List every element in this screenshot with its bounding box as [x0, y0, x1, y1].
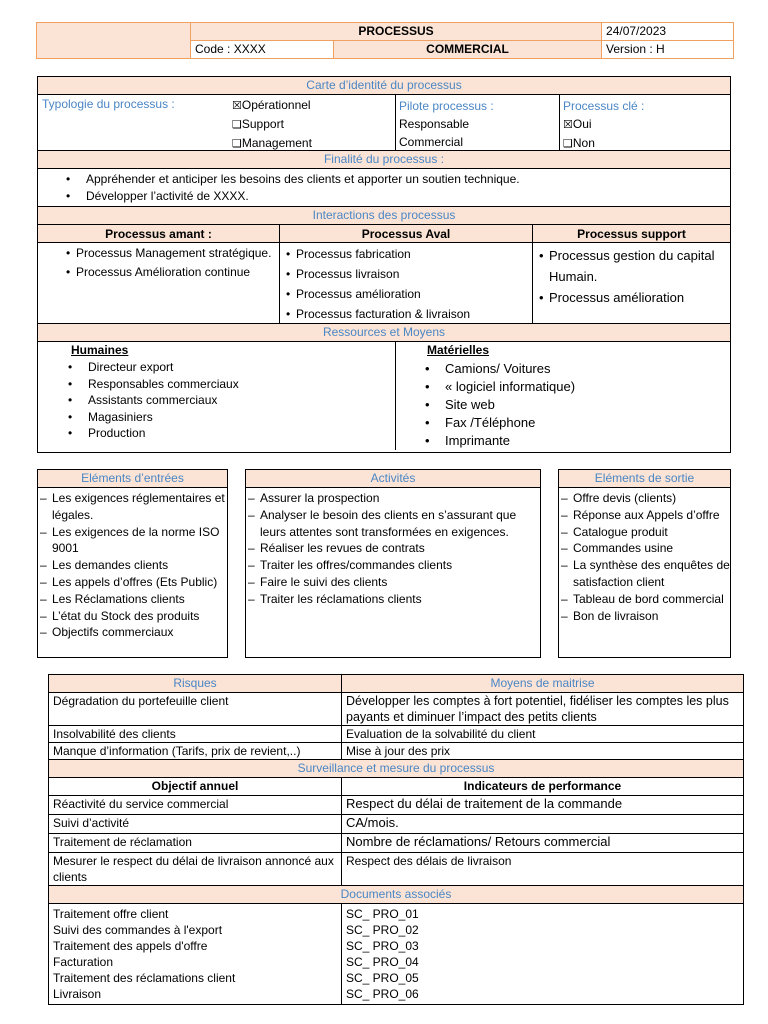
- moyen-cell: Développer les comptes à fort potentiel, fidéliser les comptes les plus payants et diminuer l’impact des petits clients: [342, 693, 744, 726]
- objectif-cell: Suivi d’activité: [49, 815, 342, 834]
- risque-cell: Dégradation du portefeuille client: [49, 693, 342, 726]
- header-table: [36, 22, 734, 59]
- sorties-title: Eléments de sortie: [559, 470, 730, 488]
- amont-list: [64, 244, 274, 282]
- header-title: PROCESSUS: [191, 23, 602, 41]
- ressources-body: [38, 342, 730, 450]
- aval-title: Processus Aval: [279, 225, 532, 243]
- pilote-label: Pilote processus :: [399, 99, 494, 113]
- header-version: Version : H: [602, 41, 734, 59]
- list-item: SC_ PRO_02: [346, 923, 419, 937]
- list-item: • Imprimante: [421, 432, 721, 450]
- list-item: • Site web: [421, 396, 721, 414]
- typologie-option-operationnel: ☒Opérationnel: [232, 98, 311, 112]
- list-item: – Traiter les réclamations clients: [246, 591, 536, 608]
- finalite-body: [38, 169, 730, 207]
- activites-list: [246, 488, 540, 608]
- sorties-box: [558, 469, 731, 658]
- typologie-option-management: ❑Management: [232, 136, 312, 150]
- typologie-label: Typologie du processus :: [42, 97, 175, 111]
- moyen-cell: Evaluation de la solvabilité du client: [342, 726, 744, 743]
- table-row: [49, 726, 744, 743]
- bottom-table: [48, 674, 744, 1005]
- typologie-option-support: ❑Support: [232, 117, 284, 131]
- list-item: – Les Réclamations clients: [38, 591, 227, 608]
- identity-title: Carte d’identité du processus: [38, 77, 730, 95]
- list-item: – Assurer la prospection: [246, 490, 536, 507]
- cle-option-oui: ☒Oui: [563, 117, 592, 131]
- list-item: – Catalogue produit: [559, 524, 730, 541]
- typologie-options: [232, 96, 312, 153]
- list-item: – Réponse aux Appels d’offre: [559, 507, 730, 524]
- support-title: Processus support: [532, 225, 730, 243]
- list-item: • Magasiniers: [64, 409, 384, 426]
- humaines-title: Humaines: [71, 343, 129, 357]
- indicateur-cell: CA/mois.: [342, 815, 744, 834]
- identity-card: [37, 76, 731, 453]
- indicateur-cell: Respect des délais de livraison: [342, 853, 744, 886]
- list-item: – Bon de livraison: [559, 608, 730, 625]
- interactions-body: [38, 225, 730, 324]
- list-item: Traitement des appels d'offre: [53, 939, 208, 953]
- cle-cell: [563, 97, 644, 153]
- list-item: SC_ PRO_05: [346, 971, 419, 985]
- list-item: – La synthèse des enquêtes de satisfaction client: [559, 557, 730, 591]
- list-item: – Les exigences de la norme ISO 9001: [38, 524, 227, 558]
- list-item: • Appréhender et anticiper les besoins des clients et apporter un soutien technique.: [62, 171, 730, 188]
- list-item: – Analyser le besoin des clients en s’assurant que leurs attentes sont transformées en exigences.: [246, 507, 536, 541]
- indicateur-header: Indicateurs de performance: [342, 778, 744, 796]
- list-item: • Processus Management stratégique.: [64, 244, 274, 263]
- list-item: • Processus gestion du capital Humain.: [537, 245, 717, 287]
- header-code: Code : XXXX: [191, 41, 334, 59]
- list-item: • « logiciel informatique): [421, 378, 721, 396]
- amont-title: Processus amant :: [38, 225, 279, 243]
- list-item: Facturation: [53, 955, 114, 969]
- list-item: • Processus facturation & livraison: [284, 304, 529, 324]
- list-item: • Processus fabrication: [284, 244, 529, 264]
- list-item: SC_ PRO_04: [346, 955, 419, 969]
- risque-cell: Manque d’information (Tarifs, prix de revient,..): [49, 743, 342, 760]
- header-process-name: COMMERCIAL: [334, 41, 602, 59]
- divider: [532, 243, 533, 323]
- indicateur-cell: Nombre de réclamations/ Retours commercial: [342, 834, 744, 853]
- pilote-value-1: Responsable: [399, 117, 470, 131]
- header-blank: [37, 23, 191, 59]
- list-item: • Assistants commerciaux: [64, 392, 384, 409]
- documents-title: Documents associés: [49, 886, 744, 904]
- finalite-list: [38, 171, 730, 204]
- list-item: • Directeur export: [64, 359, 384, 376]
- list-item: • Camions/ Voitures: [421, 360, 721, 378]
- list-item: – Traiter les offres/commandes clients: [246, 557, 536, 574]
- activites-box: [245, 469, 541, 658]
- objectif-cell: Mesurer le respect du délai de livraison annoncé aux clients: [49, 853, 342, 886]
- list-item: SC_ PRO_01: [346, 907, 419, 921]
- list-item: – Réaliser les revues de contrats: [246, 540, 536, 557]
- list-item: SC_ PRO_03: [346, 939, 419, 953]
- pilote-cell: [399, 97, 494, 151]
- documents-names: [49, 904, 342, 1005]
- list-item: – Offre devis (clients): [559, 490, 730, 507]
- entrees-box: [37, 469, 228, 658]
- list-item: • Production: [64, 425, 384, 442]
- sorties-list: [559, 488, 730, 624]
- identity-row: [38, 95, 730, 151]
- activites-title: Activités: [246, 470, 540, 488]
- documents-row: [49, 904, 744, 1005]
- list-item: – Les exigences réglementaires et légales.: [38, 490, 227, 524]
- finalite-title: Finalité du processus :: [38, 151, 730, 169]
- header-date: 24/07/2023: [602, 23, 734, 41]
- table-row: [49, 815, 744, 834]
- objectif-cell: Traitement de réclamation: [49, 834, 342, 853]
- cle-option-non: ❑Non: [563, 136, 595, 150]
- list-item: – Les demandes clients: [38, 557, 227, 574]
- table-row: [49, 796, 744, 815]
- divider: [395, 342, 396, 450]
- list-item: • Développer l’activité de XXXX.: [62, 188, 730, 205]
- moyen-cell: Mise à jour des prix: [342, 743, 744, 760]
- list-item: • Processus amélioration: [284, 284, 529, 304]
- objectif-cell: Réactivité du service commercial: [49, 796, 342, 815]
- list-item: – Tableau de bord commercial: [559, 591, 730, 608]
- divider: [395, 95, 396, 150]
- entrees-title: Eléments d’entrées: [38, 470, 227, 488]
- table-row: [49, 834, 744, 853]
- materielles-title: Matérielles: [427, 343, 490, 357]
- list-item: Traitement offre client: [53, 907, 169, 921]
- table-row: [49, 853, 744, 886]
- divider: [559, 95, 560, 150]
- moyens-header: Moyens de maitrise: [342, 675, 744, 693]
- table-row: [49, 693, 744, 726]
- list-item: – Les appels d’offres (Ets Public): [38, 574, 227, 591]
- objectif-header: Objectif annuel: [49, 778, 342, 796]
- humaines-list: [64, 359, 384, 442]
- list-item: • Processus amélioration: [537, 287, 717, 308]
- pilote-value-2: Commercial: [399, 135, 464, 149]
- list-item: • Processus Amélioration continue: [64, 263, 274, 282]
- documents-refs: [342, 904, 744, 1005]
- list-item: Suivi des commandes à l'export: [53, 923, 223, 937]
- list-item: • Responsables commerciaux: [64, 376, 384, 393]
- list-item: – L’état du Stock des produits: [38, 608, 227, 625]
- list-item: Livraison: [53, 987, 102, 1001]
- list-item: SC_ PRO_06: [346, 987, 419, 1001]
- cle-label: Processus clé :: [563, 99, 645, 113]
- risques-header: Risques: [49, 675, 342, 693]
- list-item: • Fax /Téléphone: [421, 414, 721, 432]
- materielles-list: [421, 360, 721, 450]
- support-list: [537, 245, 717, 308]
- list-item: – Faire le suivi des clients: [246, 574, 536, 591]
- divider: [279, 243, 280, 323]
- risque-cell: Insolvabilité des clients: [49, 726, 342, 743]
- table-row: [49, 743, 744, 760]
- indicateur-cell: Respect du délai de traitement de la commande: [342, 796, 744, 815]
- list-item: Traitement des réclamations client: [53, 971, 236, 985]
- aval-list: [284, 244, 529, 324]
- entrees-list: [38, 488, 227, 641]
- ressources-title: Ressources et Moyens: [38, 324, 730, 342]
- surveillance-title: Surveillance et mesure du processus: [49, 760, 744, 778]
- list-item: – Commandes usine: [559, 540, 730, 557]
- list-item: • Processus livraison: [284, 264, 529, 284]
- list-item: – Objectifs commerciaux: [38, 624, 227, 641]
- interactions-title: Interactions des processus: [38, 207, 730, 225]
